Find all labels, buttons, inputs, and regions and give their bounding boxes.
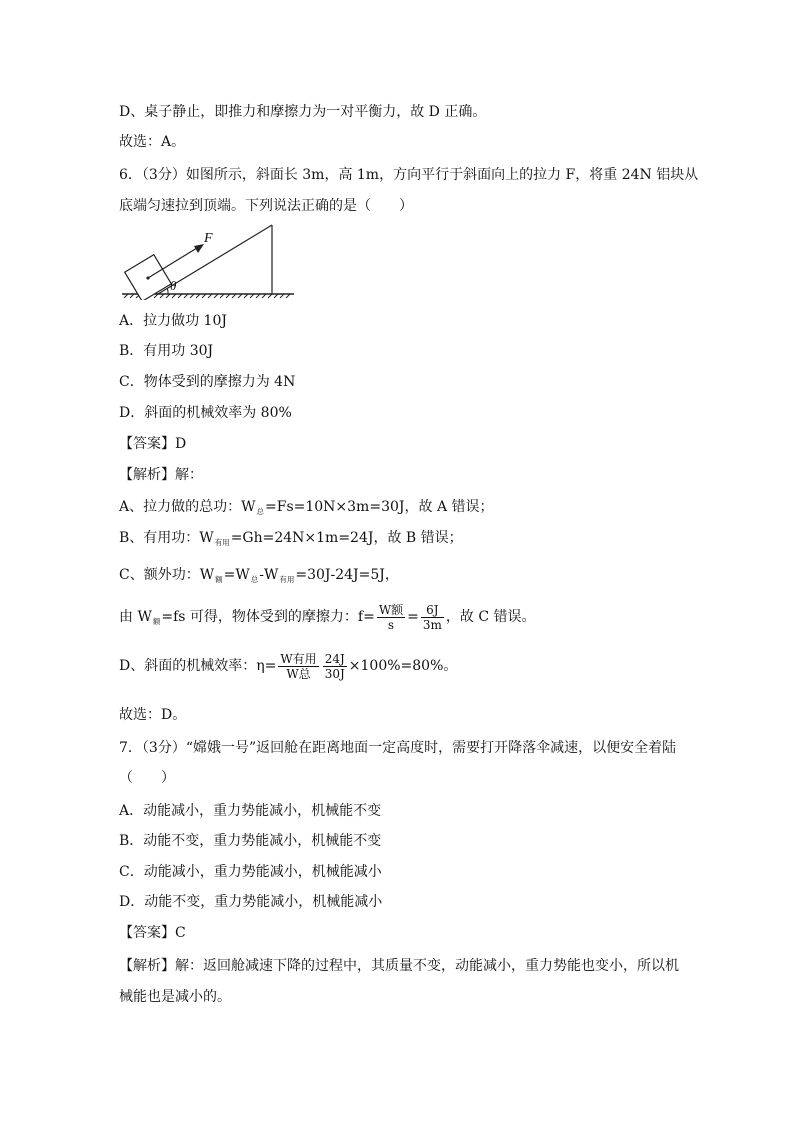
option-6-a: A．拉力做功 10J: [119, 313, 227, 329]
analysis-6-heading: 【解析】解：: [119, 467, 203, 483]
incline-figure: [118, 222, 298, 300]
choice-6: 故选：D。: [119, 707, 187, 723]
answer-7: 【答案】C: [119, 925, 186, 941]
force-label: F: [204, 231, 213, 246]
analysis-line-b: B、有用功：$W_{有用}=Gh=24N\times 1m=24J$，故 B 错误；: [119, 530, 463, 547]
option-6-c: C．物体受到的摩擦力为 4N: [119, 374, 296, 390]
fraction: $\frac{6J}{3m}$: [422, 602, 442, 632]
analysis-line-c1: C、额外功：$W_额=W_总-W_{有用}=30J-24J=5J$，: [119, 567, 399, 584]
angle-arc: [167, 288, 168, 294]
option-7-a: A．动能减小，重力势能减小，机械能不变: [119, 803, 382, 819]
question-6-stem: 底端匀速拉到顶端。下列说法正确的是（ ）: [119, 198, 413, 214]
analysis-line-a: A、拉力做的总功：$W_总=Fs=10N\times 3m=30J$，故 A 错误；: [119, 499, 494, 516]
option-6-d: D．斜面的机械效率为 80%: [119, 405, 292, 421]
text-line: 故选：A。: [119, 134, 186, 150]
fraction: $\frac{24J}{30J}$: [324, 651, 345, 681]
question-7-stem: （ ）: [119, 770, 175, 786]
analysis-line-c2: 由 $W_额=fs$ 可得，物体受到的摩擦力：f= $\frac{\text{W额}}{s}$ = $\frac{6J}{3m}$ ，故 C 错误。: [119, 602, 536, 632]
question-7-stem: 7．（3分）“嫦娥一号”返回舱在距离地面一定高度时，需要打开降落伞减速，以便安全着陆: [119, 740, 677, 756]
fraction: $\frac{\text{W有用}}{\text{W总}}$: [280, 651, 317, 681]
option-7-b: B．动能不变，重力势能减小，机械能不变: [119, 833, 382, 849]
analysis-7: 械能也是减小的。: [119, 989, 231, 1005]
option-7-d: D．动能不变，重力势能减小，机械能减小: [119, 894, 383, 910]
analysis-line-d: D、斜面的机械效率：η= $\frac{\text{W有用}}{\text{W总}}$ $\frac{24J}{30J}$ ×100%=80%。: [119, 651, 458, 681]
question-6-stem: 6．（3分）如图所示，斜面长 3m，高 1m，方向平行于斜面向上的拉力 F，将重 24N 铝块从: [119, 167, 699, 183]
analysis-7: 【解析】解：返回舱减速下降的过程中，其质量不变，动能减小，重力势能也变小，所以机: [119, 958, 679, 974]
fraction: $\frac{\text{W额}}{s}$: [378, 602, 404, 632]
force-arrow-head: [194, 244, 204, 253]
option-7-c: C．动能减小，重力势能减小，机械能减小: [119, 864, 382, 880]
angle-label: θ: [170, 278, 177, 293]
option-6-b: B．有用功 30J: [119, 343, 214, 359]
answer-6: 【答案】D: [119, 436, 187, 452]
text-line: D、桌子静止，即推力和摩擦力为一对平衡力，故 D 正确。: [119, 104, 487, 120]
